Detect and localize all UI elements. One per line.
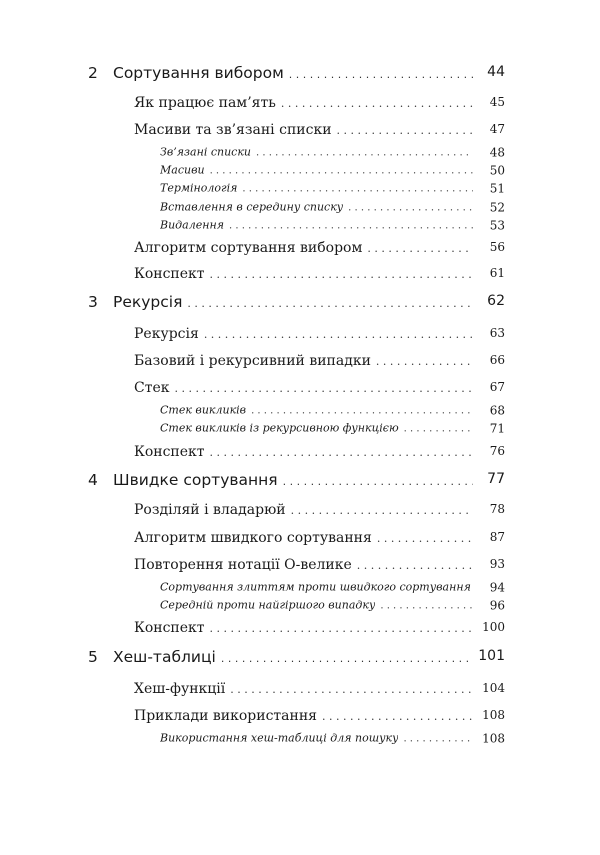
- page-number: 52: [489, 200, 505, 215]
- dot-leader: [281, 97, 473, 110]
- page-number: 56: [489, 240, 505, 254]
- page-number: 50: [489, 163, 505, 178]
- entry-title: Масиви та зв’язані списки: [134, 122, 332, 138]
- dot-leader: [367, 242, 473, 255]
- chapter-number: 3: [88, 293, 98, 311]
- dot-leader: [221, 652, 473, 665]
- entry-title: Масиви: [160, 163, 205, 177]
- toc-section-entry[interactable]: [0, 530, 600, 546]
- toc-subsection-entry[interactable]: [0, 581, 600, 594]
- dot-leader: [230, 683, 473, 696]
- entry-title: Розділяй і владарюй: [134, 502, 286, 518]
- dot-leader: [187, 297, 473, 310]
- dot-leader: [210, 622, 473, 635]
- toc-subsection-entry[interactable]: [0, 404, 600, 417]
- page-number: 53: [489, 218, 505, 233]
- entry-title: Алгоритм швидкого сортування: [134, 530, 372, 546]
- page-number: 48: [489, 145, 505, 160]
- page-number: 94: [489, 580, 505, 595]
- toc-section-entry[interactable]: [0, 95, 600, 111]
- page-number: 63: [489, 326, 505, 340]
- toc-subsection-entry[interactable]: [0, 422, 600, 435]
- page-number: 104: [482, 681, 505, 695]
- entry-title: Використання хеш-таблиці для пошуку: [160, 731, 399, 745]
- page-number: 108: [482, 708, 505, 722]
- page-number: 100: [482, 620, 505, 634]
- toc-subsection-entry[interactable]: [0, 146, 600, 159]
- toc-subsection-entry[interactable]: [0, 732, 600, 745]
- dot-leader: [210, 446, 473, 459]
- page-number: 62: [487, 293, 505, 309]
- entry-title: Конспект: [134, 444, 205, 460]
- page-number: 87: [489, 530, 505, 544]
- chapter-number: 4: [88, 471, 98, 489]
- entry-title: Базовий і рекурсивний випадки: [134, 353, 371, 369]
- entry-title: Рекурсія: [134, 326, 199, 342]
- toc-section-entry[interactable]: [0, 681, 600, 697]
- page-number: 96: [489, 598, 505, 613]
- page-number: 108: [482, 731, 505, 746]
- dot-leader: [357, 559, 473, 572]
- entry-title: Конспект: [134, 620, 205, 636]
- dot-leader: [210, 166, 473, 177]
- toc-section-entry[interactable]: [0, 266, 600, 282]
- entry-title: Приклади використання: [134, 708, 318, 724]
- dot-leader: [251, 406, 473, 417]
- page-number: 71: [489, 421, 505, 436]
- entry-title: Стек викликів: [160, 403, 247, 417]
- toc-section-entry[interactable]: [0, 380, 600, 396]
- chapter-number: 5: [88, 648, 98, 666]
- toc-chapter-entry[interactable]: [0, 648, 600, 666]
- dot-leader: [377, 532, 473, 545]
- toc-section-entry[interactable]: [0, 708, 600, 724]
- dot-leader: [348, 203, 473, 214]
- toc-section-entry[interactable]: [0, 620, 600, 636]
- toc-subsection-entry[interactable]: [0, 182, 600, 195]
- entry-title: Швидке сортування: [113, 471, 278, 489]
- entry-title: Рекурсія: [113, 293, 183, 311]
- dot-leader: [210, 268, 473, 281]
- entry-title: Алгоритм сортування вибором: [134, 240, 363, 256]
- entry-title: Сортування вибором: [113, 64, 284, 82]
- page-number: 68: [489, 403, 505, 418]
- dot-leader: [289, 68, 473, 81]
- toc-section-entry[interactable]: [0, 326, 600, 342]
- entry-title: Хеш-функції: [134, 681, 226, 697]
- page-number: 66: [489, 353, 505, 367]
- toc-section-entry[interactable]: [0, 557, 600, 573]
- dot-leader: [322, 710, 473, 723]
- dot-leader: [291, 504, 473, 517]
- toc-section-entry[interactable]: [0, 122, 600, 138]
- chapter-number: 2: [88, 64, 98, 82]
- entry-title: Середній проти найгіршого випадку: [160, 598, 376, 612]
- page-number: 78: [489, 502, 505, 516]
- toc-chapter-entry[interactable]: [0, 293, 600, 311]
- dot-leader: [256, 148, 473, 159]
- page-number: 47: [489, 122, 505, 136]
- entry-title: Як працює пам’ять: [134, 95, 276, 111]
- toc-section-entry[interactable]: [0, 240, 600, 256]
- dot-leader: [242, 184, 473, 195]
- page-number: 45: [489, 95, 505, 109]
- entry-title: Вставлення в середину списку: [160, 200, 344, 214]
- entry-title: Сортування злиттям проти швидкого сортування: [160, 580, 471, 594]
- page-number: 67: [489, 380, 505, 394]
- page-number: 93: [489, 557, 505, 571]
- dot-leader: [403, 734, 473, 745]
- entry-title: Видалення: [160, 218, 224, 232]
- page-number: 51: [489, 181, 505, 196]
- page-number: 61: [489, 266, 505, 280]
- entry-title: Зв’язані списки: [160, 145, 251, 159]
- dot-leader: [337, 124, 473, 137]
- page-number: 44: [487, 64, 505, 80]
- page-number: 77: [487, 471, 505, 487]
- entry-title: Конспект: [134, 266, 205, 282]
- dot-leader: [229, 221, 473, 232]
- toc-subsection-entry[interactable]: [0, 201, 600, 214]
- toc-chapter-entry[interactable]: [0, 471, 600, 489]
- toc-subsection-entry[interactable]: [0, 164, 600, 177]
- toc-subsection-entry[interactable]: [0, 599, 600, 612]
- dot-leader: [404, 424, 473, 435]
- dot-leader: [283, 475, 473, 488]
- entry-title: Стек: [134, 380, 170, 396]
- toc-section-entry[interactable]: [0, 353, 600, 369]
- toc-section-entry[interactable]: [0, 444, 600, 460]
- entry-title: Термінологія: [160, 181, 238, 195]
- dot-leader: [380, 601, 473, 612]
- toc-subsection-entry[interactable]: [0, 219, 600, 232]
- page-number: 101: [478, 648, 505, 664]
- dot-leader: [376, 355, 473, 368]
- page-number: 76: [489, 444, 505, 458]
- entry-title: Хеш-таблиці: [113, 648, 216, 666]
- dot-leader: [204, 328, 473, 341]
- dot-leader: [175, 382, 474, 395]
- toc-section-entry[interactable]: [0, 502, 600, 518]
- entry-title: Повторення нотації О-велике: [134, 557, 352, 573]
- toc-chapter-entry[interactable]: [0, 64, 600, 82]
- entry-title: Стек викликів із рекурсивною функцією: [160, 421, 399, 435]
